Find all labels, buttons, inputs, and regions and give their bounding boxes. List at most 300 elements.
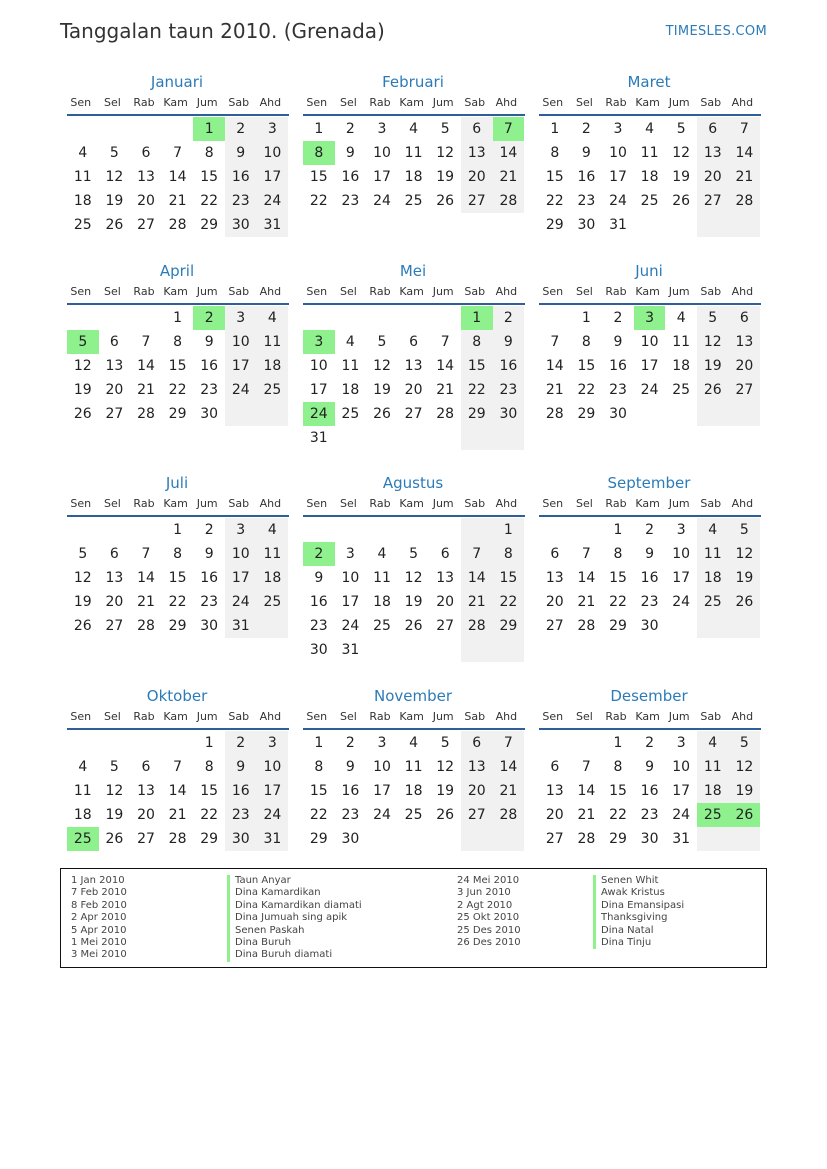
day-cell: 20 xyxy=(545,807,564,823)
day-cell: 1 xyxy=(204,735,214,751)
day-cell: 11 xyxy=(672,334,691,350)
weekday-label: Rab xyxy=(133,496,155,510)
legend-date: 25 Okt 2010 xyxy=(457,912,520,924)
day-cell: 28 xyxy=(577,831,596,847)
day-cell: 7 xyxy=(581,759,591,775)
month-name: Oktober xyxy=(146,687,208,705)
day-cell: 8 xyxy=(613,546,623,562)
day-cell: 19 xyxy=(697,354,729,378)
weekday-label: Jum xyxy=(196,496,218,510)
day-cell: 19 xyxy=(436,783,455,799)
day-cell: 26 xyxy=(729,590,761,614)
month-name: Maret xyxy=(627,73,671,91)
header-rule xyxy=(303,114,525,116)
brand-link[interactable]: TIMESLES.COM xyxy=(665,24,767,39)
day-cell: 19 xyxy=(729,566,761,590)
weekday-label: Ahd xyxy=(259,709,282,723)
day-cell: 16 xyxy=(225,779,257,803)
day-cell: 28 xyxy=(137,406,155,422)
day-cell: 13 xyxy=(461,141,493,165)
day-cell: 3 xyxy=(257,731,289,755)
empty-cell xyxy=(539,306,571,330)
day-cell: 29 xyxy=(493,614,525,638)
empty-cell xyxy=(130,731,162,755)
empty-cell xyxy=(303,306,335,330)
day-cell: 18 xyxy=(697,779,729,803)
day-cell: 18 xyxy=(697,566,729,590)
day-cell: 25 xyxy=(697,803,729,827)
header-rule xyxy=(303,303,525,305)
weekday-label: Sab xyxy=(700,496,722,510)
empty-cell xyxy=(539,518,571,542)
month-name: September xyxy=(607,474,691,492)
legend-holiday-name: Thanksgiving xyxy=(593,912,684,924)
day-grid xyxy=(67,518,289,638)
day-cell: 19 xyxy=(436,169,455,185)
empty-cell xyxy=(429,518,461,542)
day-cell: 14 xyxy=(461,566,493,590)
empty-cell xyxy=(67,731,99,755)
day-cell: 7 xyxy=(440,334,450,350)
legend-holiday-name: Dina Kamardikan xyxy=(227,887,362,899)
empty-cell xyxy=(335,213,367,237)
day-cell: 14 xyxy=(137,570,155,586)
day-cell: 20 xyxy=(461,779,493,803)
empty-cell xyxy=(398,213,430,237)
weekday-label: Rab xyxy=(605,709,627,723)
weekday-label: Kam xyxy=(163,284,188,298)
weekday-label: Kam xyxy=(163,95,188,109)
empty-cell xyxy=(493,827,525,851)
day-cell: 14 xyxy=(168,783,187,799)
day-cell: 2 xyxy=(581,121,591,137)
empty-cell xyxy=(162,117,194,141)
day-cell: 21 xyxy=(493,165,525,189)
weekday-label: Ahd xyxy=(259,496,282,510)
day-cell: 2 xyxy=(204,522,214,538)
weekday-label: Rab xyxy=(605,95,627,109)
day-cell: 16 xyxy=(577,169,596,185)
day-grid xyxy=(539,731,761,851)
day-cell: 17 xyxy=(672,783,691,799)
day-cell: 18 xyxy=(257,566,289,590)
month-name: Januari xyxy=(150,73,204,91)
empty-cell xyxy=(366,518,398,542)
day-cell: 6 xyxy=(550,759,560,775)
day-grid xyxy=(303,117,525,237)
weekday-label: Rab xyxy=(369,709,391,723)
empty-cell xyxy=(461,827,493,851)
day-cell: 18 xyxy=(257,354,289,378)
day-cell: 31 xyxy=(257,213,289,237)
day-cell: 29 xyxy=(309,831,328,847)
day-cell: 14 xyxy=(436,358,455,374)
day-cell: 7 xyxy=(141,334,151,350)
day-cell: 14 xyxy=(493,755,525,779)
day-cell: 2 xyxy=(613,310,623,326)
weekday-header xyxy=(537,281,761,301)
day-cell: 11 xyxy=(73,169,92,185)
empty-cell xyxy=(67,518,99,542)
day-cell: 23 xyxy=(225,803,257,827)
legend-right-dates xyxy=(457,875,521,949)
weekday-label: Kam xyxy=(399,496,424,510)
month-block xyxy=(539,473,761,638)
weekday-label: Sen xyxy=(542,284,564,298)
legend-right-names xyxy=(593,875,684,949)
day-cell: 12 xyxy=(73,570,92,586)
day-cell: 20 xyxy=(545,594,564,610)
day-cell: 9 xyxy=(613,334,623,350)
weekday-label: Sab xyxy=(228,709,250,723)
weekday-label: Ahd xyxy=(259,284,282,298)
day-cell: 3 xyxy=(257,117,289,141)
day-cell: 2 xyxy=(645,735,655,751)
month-name: Juli xyxy=(165,474,189,492)
day-cell: 28 xyxy=(436,406,455,422)
day-cell: 13 xyxy=(105,358,124,374)
day-cell: 25 xyxy=(672,382,691,398)
empty-cell xyxy=(257,614,289,638)
day-cell: 27 xyxy=(137,831,155,847)
day-cell: 13 xyxy=(105,570,124,586)
day-cell: 23 xyxy=(309,618,328,634)
empty-cell xyxy=(429,306,461,330)
day-grid xyxy=(67,306,289,426)
day-cell: 26 xyxy=(105,831,124,847)
day-cell: 11 xyxy=(640,145,659,161)
day-cell: 17 xyxy=(373,783,391,799)
legend-left-names xyxy=(227,875,362,962)
month-name: April xyxy=(159,262,195,280)
empty-cell xyxy=(366,426,398,450)
day-cell: 19 xyxy=(73,382,92,398)
weekday-label: Sen xyxy=(306,709,328,723)
day-cell: 23 xyxy=(577,193,596,209)
holiday-legend xyxy=(60,868,767,968)
day-cell: 27 xyxy=(137,217,155,233)
weekday-label: Sab xyxy=(228,496,250,510)
day-cell: 30 xyxy=(225,213,257,237)
day-cell: 17 xyxy=(225,566,257,590)
day-cell: 4 xyxy=(409,735,419,751)
legend-holiday-name: Senen Whit xyxy=(593,875,684,887)
empty-cell xyxy=(461,638,493,662)
day-cell: 14 xyxy=(577,570,596,586)
month-block xyxy=(67,473,289,638)
day-cell: 2 xyxy=(225,117,257,141)
day-cell: 27 xyxy=(545,618,564,634)
day-cell: 24 xyxy=(373,193,391,209)
month-block xyxy=(303,473,525,662)
day-grid xyxy=(303,306,525,450)
legend-date: 3 Mei 2010 xyxy=(71,949,127,961)
day-cell: 23 xyxy=(640,807,659,823)
day-cell: 16 xyxy=(341,169,360,185)
day-cell: 21 xyxy=(545,382,564,398)
weekday-label: Sel xyxy=(575,284,593,298)
day-cell: 11 xyxy=(404,759,423,775)
day-cell: 4 xyxy=(257,518,289,542)
weekday-label: Jum xyxy=(668,496,690,510)
day-cell: 27 xyxy=(729,378,761,402)
day-cell: 5 xyxy=(697,306,729,330)
day-cell: 6 xyxy=(461,117,493,141)
weekday-label: Kam xyxy=(163,496,188,510)
day-cell: 17 xyxy=(341,594,360,610)
empty-cell xyxy=(335,306,367,330)
day-cell: 22 xyxy=(577,382,596,398)
day-cell: 13 xyxy=(436,570,455,586)
weekday-label: Sel xyxy=(339,284,357,298)
day-cell: 10 xyxy=(672,546,691,562)
day-cell: 13 xyxy=(545,783,564,799)
day-cell: 26 xyxy=(436,807,455,823)
empty-cell xyxy=(493,638,525,662)
weekday-label: Jum xyxy=(432,284,454,298)
day-cell: 10 xyxy=(225,330,257,354)
day-cell: 5 xyxy=(440,121,450,137)
weekday-label: Ahd xyxy=(731,496,754,510)
month-block xyxy=(303,261,525,450)
day-cell: 8 xyxy=(173,334,183,350)
weekday-label: Sen xyxy=(70,284,92,298)
empty-cell xyxy=(130,518,162,542)
day-cell: 12 xyxy=(729,755,761,779)
day-cell: 5 xyxy=(729,731,761,755)
day-cell: 9 xyxy=(345,759,355,775)
day-cell: 2 xyxy=(645,522,655,538)
day-cell: 22 xyxy=(609,807,627,823)
day-cell: 30 xyxy=(640,618,659,634)
day-cell: 22 xyxy=(309,193,328,209)
day-cell: 27 xyxy=(545,831,564,847)
legend-date: 3 Jun 2010 xyxy=(457,887,511,899)
day-cell: 6 xyxy=(697,117,729,141)
day-cell: 7 xyxy=(581,546,591,562)
empty-cell xyxy=(697,402,729,426)
day-cell: 23 xyxy=(640,594,659,610)
day-cell: 26 xyxy=(672,193,691,209)
day-cell: 3 xyxy=(345,546,355,562)
day-cell: 22 xyxy=(200,807,219,823)
day-cell: 3 xyxy=(225,518,257,542)
legend-holiday-name: Dina Buruh xyxy=(227,937,362,949)
legend-date: 26 Des 2010 xyxy=(457,937,521,949)
header-rule xyxy=(67,303,289,305)
day-cell: 22 xyxy=(545,193,564,209)
weekday-label: Rab xyxy=(605,284,627,298)
day-cell: 31 xyxy=(341,642,360,658)
day-cell: 19 xyxy=(404,594,423,610)
day-cell: 21 xyxy=(461,590,493,614)
legend-date: 25 Des 2010 xyxy=(457,924,521,936)
weekday-label: Sel xyxy=(339,709,357,723)
day-cell: 18 xyxy=(373,594,391,610)
day-cell: 21 xyxy=(436,382,455,398)
day-cell: 10 xyxy=(640,334,659,350)
day-cell: 28 xyxy=(545,406,564,422)
day-cell: 10 xyxy=(257,141,289,165)
day-cell: 23 xyxy=(225,189,257,213)
day-cell: 25 xyxy=(697,590,729,614)
day-cell: 15 xyxy=(309,783,328,799)
legend-date: 24 Mei 2010 xyxy=(457,875,520,886)
weekday-label: Sel xyxy=(103,709,121,723)
weekday-label: Rab xyxy=(369,284,391,298)
day-cell: 6 xyxy=(109,546,119,562)
day-cell: 20 xyxy=(105,594,124,610)
day-cell: 11 xyxy=(404,145,423,161)
day-cell: 31 xyxy=(672,831,691,847)
day-cell: 6 xyxy=(109,334,119,350)
weekday-label: Sel xyxy=(339,496,357,510)
day-cell: 5 xyxy=(440,735,450,751)
day-cell: 12 xyxy=(105,783,124,799)
weekday-label: Ahd xyxy=(731,709,754,723)
day-cell: 8 xyxy=(303,141,335,165)
day-cell: 13 xyxy=(137,783,155,799)
day-cell: 24 xyxy=(257,189,289,213)
day-cell: 17 xyxy=(373,169,391,185)
day-cell: 14 xyxy=(168,169,187,185)
weekday-header xyxy=(301,706,525,726)
empty-cell xyxy=(665,402,697,426)
day-cell: 18 xyxy=(404,169,423,185)
day-cell: 9 xyxy=(581,145,591,161)
legend-holiday-name: Senen Paskah xyxy=(227,925,362,937)
weekday-label: Sen xyxy=(70,95,92,109)
day-cell: 26 xyxy=(373,406,391,422)
day-cell: 24 xyxy=(640,382,659,398)
day-cell: 17 xyxy=(640,358,659,374)
day-cell: 20 xyxy=(697,165,729,189)
month-name: Desember xyxy=(610,687,688,705)
day-cell: 1 xyxy=(461,306,493,330)
day-cell: 10 xyxy=(257,755,289,779)
empty-cell xyxy=(398,518,430,542)
day-cell: 30 xyxy=(609,406,627,422)
month-name: Februari xyxy=(382,73,444,91)
day-cell: 19 xyxy=(73,594,92,610)
empty-cell xyxy=(130,117,162,141)
month-block xyxy=(303,72,525,237)
day-cell: 14 xyxy=(545,358,564,374)
day-cell: 8 xyxy=(550,145,560,161)
day-cell: 2 xyxy=(193,306,225,330)
day-cell: 16 xyxy=(200,570,219,586)
day-cell: 15 xyxy=(545,169,564,185)
empty-cell xyxy=(225,402,257,426)
day-cell: 16 xyxy=(609,358,627,374)
empty-cell xyxy=(539,731,571,755)
weekday-label: Sen xyxy=(306,95,328,109)
day-cell: 21 xyxy=(137,594,155,610)
day-cell: 4 xyxy=(78,759,88,775)
empty-cell xyxy=(398,638,430,662)
header-rule xyxy=(539,728,761,730)
day-cell: 16 xyxy=(640,570,659,586)
day-grid xyxy=(67,731,289,851)
day-cell: 2 xyxy=(345,121,355,137)
weekday-label: Jum xyxy=(196,95,218,109)
day-cell: 3 xyxy=(377,735,387,751)
day-cell: 3 xyxy=(377,121,387,137)
day-cell: 25 xyxy=(257,378,289,402)
day-cell: 28 xyxy=(493,189,525,213)
empty-cell xyxy=(729,827,761,851)
day-cell: 2 xyxy=(493,306,525,330)
legend-holiday-name: Dina Buruh diamati xyxy=(227,949,362,961)
day-cell: 18 xyxy=(640,169,659,185)
day-cell: 14 xyxy=(729,141,761,165)
legend-date: 8 Feb 2010 xyxy=(71,899,127,911)
day-cell: 30 xyxy=(640,831,659,847)
day-cell: 31 xyxy=(609,217,627,233)
header-rule xyxy=(67,114,289,116)
day-cell: 30 xyxy=(577,217,596,233)
day-cell: 5 xyxy=(78,546,88,562)
day-cell: 7 xyxy=(173,145,183,161)
month-block xyxy=(539,261,761,426)
day-cell: 4 xyxy=(345,334,355,350)
day-cell: 19 xyxy=(729,779,761,803)
day-cell: 10 xyxy=(609,145,627,161)
day-cell: 12 xyxy=(729,542,761,566)
day-cell: 17 xyxy=(609,169,627,185)
weekday-label: Sel xyxy=(103,284,121,298)
day-cell: 20 xyxy=(436,594,455,610)
day-cell: 28 xyxy=(729,189,761,213)
day-cell: 7 xyxy=(173,759,183,775)
day-cell: 3 xyxy=(676,735,686,751)
day-cell: 23 xyxy=(493,378,525,402)
empty-cell xyxy=(729,614,761,638)
day-cell: 11 xyxy=(73,783,92,799)
weekday-label: Sel xyxy=(575,95,593,109)
weekday-label: Kam xyxy=(399,95,424,109)
day-cell: 28 xyxy=(577,618,596,634)
day-cell: 6 xyxy=(141,145,151,161)
empty-cell xyxy=(571,518,603,542)
day-cell: 17 xyxy=(309,382,328,398)
day-cell: 13 xyxy=(461,755,493,779)
day-cell: 2 xyxy=(303,542,335,566)
day-cell: 18 xyxy=(672,358,691,374)
day-cell: 25 xyxy=(67,827,99,851)
header-rule xyxy=(539,303,761,305)
day-cell: 29 xyxy=(168,406,187,422)
day-cell: 26 xyxy=(105,217,124,233)
month-block xyxy=(67,72,289,237)
day-cell: 29 xyxy=(609,618,627,634)
day-cell: 20 xyxy=(137,807,155,823)
empty-cell xyxy=(130,306,162,330)
weekday-label: Sab xyxy=(700,709,722,723)
month-name: November xyxy=(373,687,453,705)
legend-holiday-name: Dina Kamardikan diamati xyxy=(227,900,362,912)
weekday-label: Sen xyxy=(542,709,564,723)
page-title: Tanggalan taun 2010. (Grenada) xyxy=(60,19,385,43)
day-cell: 4 xyxy=(697,731,729,755)
day-cell: 12 xyxy=(697,330,729,354)
day-cell: 28 xyxy=(168,217,187,233)
day-cell: 19 xyxy=(672,169,691,185)
day-grid xyxy=(539,117,761,237)
day-cell: 22 xyxy=(168,382,187,398)
day-cell: 14 xyxy=(493,141,525,165)
weekday-label: Sab xyxy=(228,95,250,109)
